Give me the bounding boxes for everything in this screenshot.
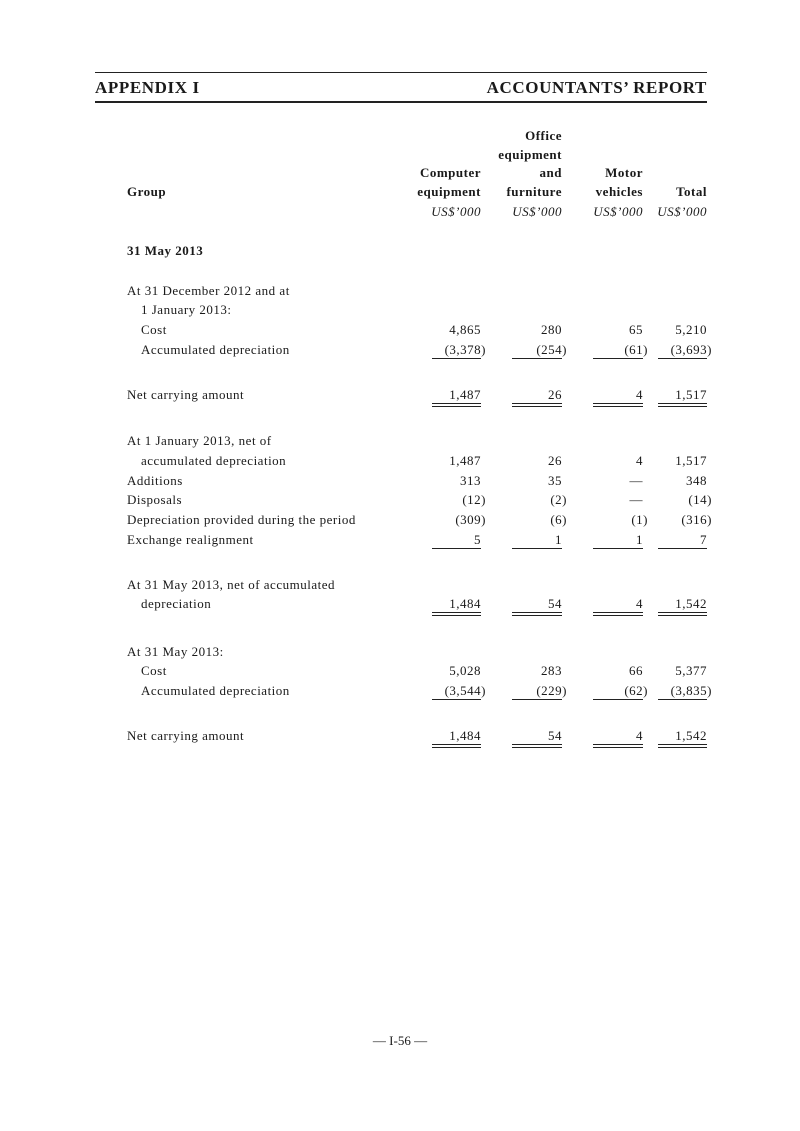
- underline-rule: [512, 699, 562, 700]
- underline-rule: [432, 406, 481, 407]
- column-header-line: vehicles: [595, 184, 643, 199]
- cell-value: (254): [536, 342, 567, 357]
- cell-value: 4: [636, 453, 643, 468]
- cell-value: (14): [688, 492, 712, 507]
- cell-value: 1,542: [675, 596, 707, 611]
- underline-rule: [658, 548, 707, 549]
- underline-rule: [658, 612, 707, 613]
- cell-value: 54: [548, 596, 562, 611]
- row-label: At 1 January 2013, net of: [127, 433, 272, 448]
- underline-rule: [512, 744, 562, 745]
- row-label: Accumulated depreciation: [141, 342, 290, 357]
- column-header-line: Motor: [605, 165, 643, 181]
- cell-value: (3,378): [444, 342, 486, 357]
- cell-value: 4,865: [449, 322, 481, 337]
- appendix-label: APPENDIX I: [95, 78, 200, 97]
- underline-rule: [512, 548, 562, 549]
- section-title: 31 May 2013: [127, 243, 204, 258]
- cell-value: —: [629, 473, 643, 488]
- underline-rule: [658, 615, 707, 616]
- underline-rule: [593, 699, 643, 700]
- column-header-line: Total: [676, 184, 707, 199]
- underline-rule: [658, 403, 707, 404]
- row-label: Exchange realignment: [127, 532, 254, 547]
- cell-value: (6): [550, 512, 567, 527]
- cell-value: (61): [624, 342, 648, 357]
- cell-value: 283: [541, 663, 562, 678]
- cell-value: (62): [624, 683, 648, 698]
- cell-value: 5,210: [675, 322, 707, 337]
- row-label: Net carrying amount: [127, 387, 245, 402]
- underline-rule: [432, 548, 481, 549]
- row-label: At 31 May 2013, net of accumulated: [127, 577, 335, 592]
- cell-value: 26: [548, 387, 562, 402]
- cell-value: 54: [548, 728, 562, 743]
- column-unit: US$’000: [657, 204, 707, 219]
- underline-rule: [432, 615, 481, 616]
- cell-value: (309): [455, 512, 486, 527]
- row-label: Additions: [127, 473, 183, 488]
- underline-rule: [432, 747, 481, 748]
- cell-value: —: [629, 492, 643, 507]
- cell-value: (12): [462, 492, 486, 507]
- cell-value: (2): [550, 492, 567, 507]
- cell-value: 1: [636, 532, 643, 547]
- cell-value: 313: [460, 473, 481, 488]
- underline-rule: [593, 406, 643, 407]
- cell-value: 1,484: [449, 596, 481, 611]
- column-unit: US$’000: [593, 204, 643, 219]
- cell-value: 35: [548, 473, 562, 488]
- underline-rule: [658, 747, 707, 748]
- column-header-line: equipment: [498, 146, 562, 162]
- underline-rule: [593, 747, 643, 748]
- underline-rule: [593, 744, 643, 745]
- underline-rule: [593, 403, 643, 404]
- underline-rule: [512, 612, 562, 613]
- underline-rule: [432, 403, 481, 404]
- cell-value: (316): [681, 512, 712, 527]
- cell-value: 5,028: [449, 663, 481, 678]
- cell-value: 1,487: [449, 387, 481, 402]
- cell-value: (229): [536, 683, 567, 698]
- underline-rule: [593, 615, 643, 616]
- group-label: Group: [127, 184, 167, 199]
- underline-rule: [658, 406, 707, 407]
- column-header-line: Computer: [419, 165, 481, 181]
- underline-rule: [432, 358, 481, 359]
- cell-value: 1,542: [675, 728, 707, 743]
- cell-value: 26: [548, 453, 562, 468]
- cell-value: 1,484: [449, 728, 481, 743]
- row-label: Cost: [141, 663, 167, 678]
- header-top-rule: [95, 72, 707, 73]
- cell-value: 65: [629, 322, 643, 337]
- underline-rule: [593, 612, 643, 613]
- cell-value: (3,693): [670, 342, 712, 357]
- row-label: At 31 May 2013:: [127, 644, 224, 659]
- column-header-line: Office: [525, 128, 562, 144]
- row-label: accumulated depreciation: [141, 453, 287, 468]
- underline-rule: [432, 612, 481, 613]
- cell-value: 1,517: [675, 387, 707, 402]
- underline-rule: [658, 744, 707, 745]
- cell-value: 1,517: [675, 453, 707, 468]
- underline-rule: [512, 403, 562, 404]
- underline-rule: [512, 358, 562, 359]
- cell-value: 5: [474, 532, 481, 547]
- column-header-line: furniture: [506, 184, 562, 199]
- cell-value: (3,544): [444, 683, 486, 698]
- underline-rule: [658, 699, 707, 700]
- cell-value: 4: [636, 387, 643, 402]
- row-label: Net carrying amount: [127, 728, 245, 743]
- underline-rule: [593, 548, 643, 549]
- column-unit: US$’000: [431, 204, 481, 219]
- row-label: Cost: [141, 322, 167, 337]
- cell-value: 5,377: [675, 663, 707, 678]
- cell-value: 4: [636, 728, 643, 743]
- cell-value: 66: [629, 663, 643, 678]
- row-label: Disposals: [127, 492, 183, 507]
- header-bottom-rule: [95, 101, 707, 103]
- underline-rule: [512, 406, 562, 407]
- underline-rule: [432, 699, 481, 700]
- cell-value: (3,835): [670, 683, 712, 698]
- row-label: Accumulated depreciation: [141, 683, 290, 698]
- report-title: ACCOUNTANTS’ REPORT: [486, 78, 707, 97]
- column-header-line: and: [539, 165, 562, 181]
- underline-rule: [512, 615, 562, 616]
- underline-rule: [512, 747, 562, 748]
- column-unit: US$’000: [512, 204, 562, 219]
- cell-value: 348: [686, 473, 707, 488]
- row-label: Depreciation provided during the period: [127, 512, 356, 527]
- underline-rule: [432, 744, 481, 745]
- cell-value: 1,487: [449, 453, 481, 468]
- cell-value: 280: [541, 322, 562, 337]
- row-label: 1 January 2013:: [141, 302, 232, 317]
- cell-value: 7: [700, 532, 707, 547]
- cell-value: 1: [555, 532, 562, 547]
- cell-value: (1): [631, 512, 648, 527]
- underline-rule: [593, 358, 643, 359]
- cell-value: 4: [636, 596, 643, 611]
- underline-rule: [658, 358, 707, 359]
- row-label: At 31 December 2012 and at: [127, 283, 290, 298]
- row-label: depreciation: [141, 596, 212, 611]
- column-header-line: equipment: [417, 184, 481, 199]
- page-number: — I-56 —: [372, 1033, 428, 1048]
